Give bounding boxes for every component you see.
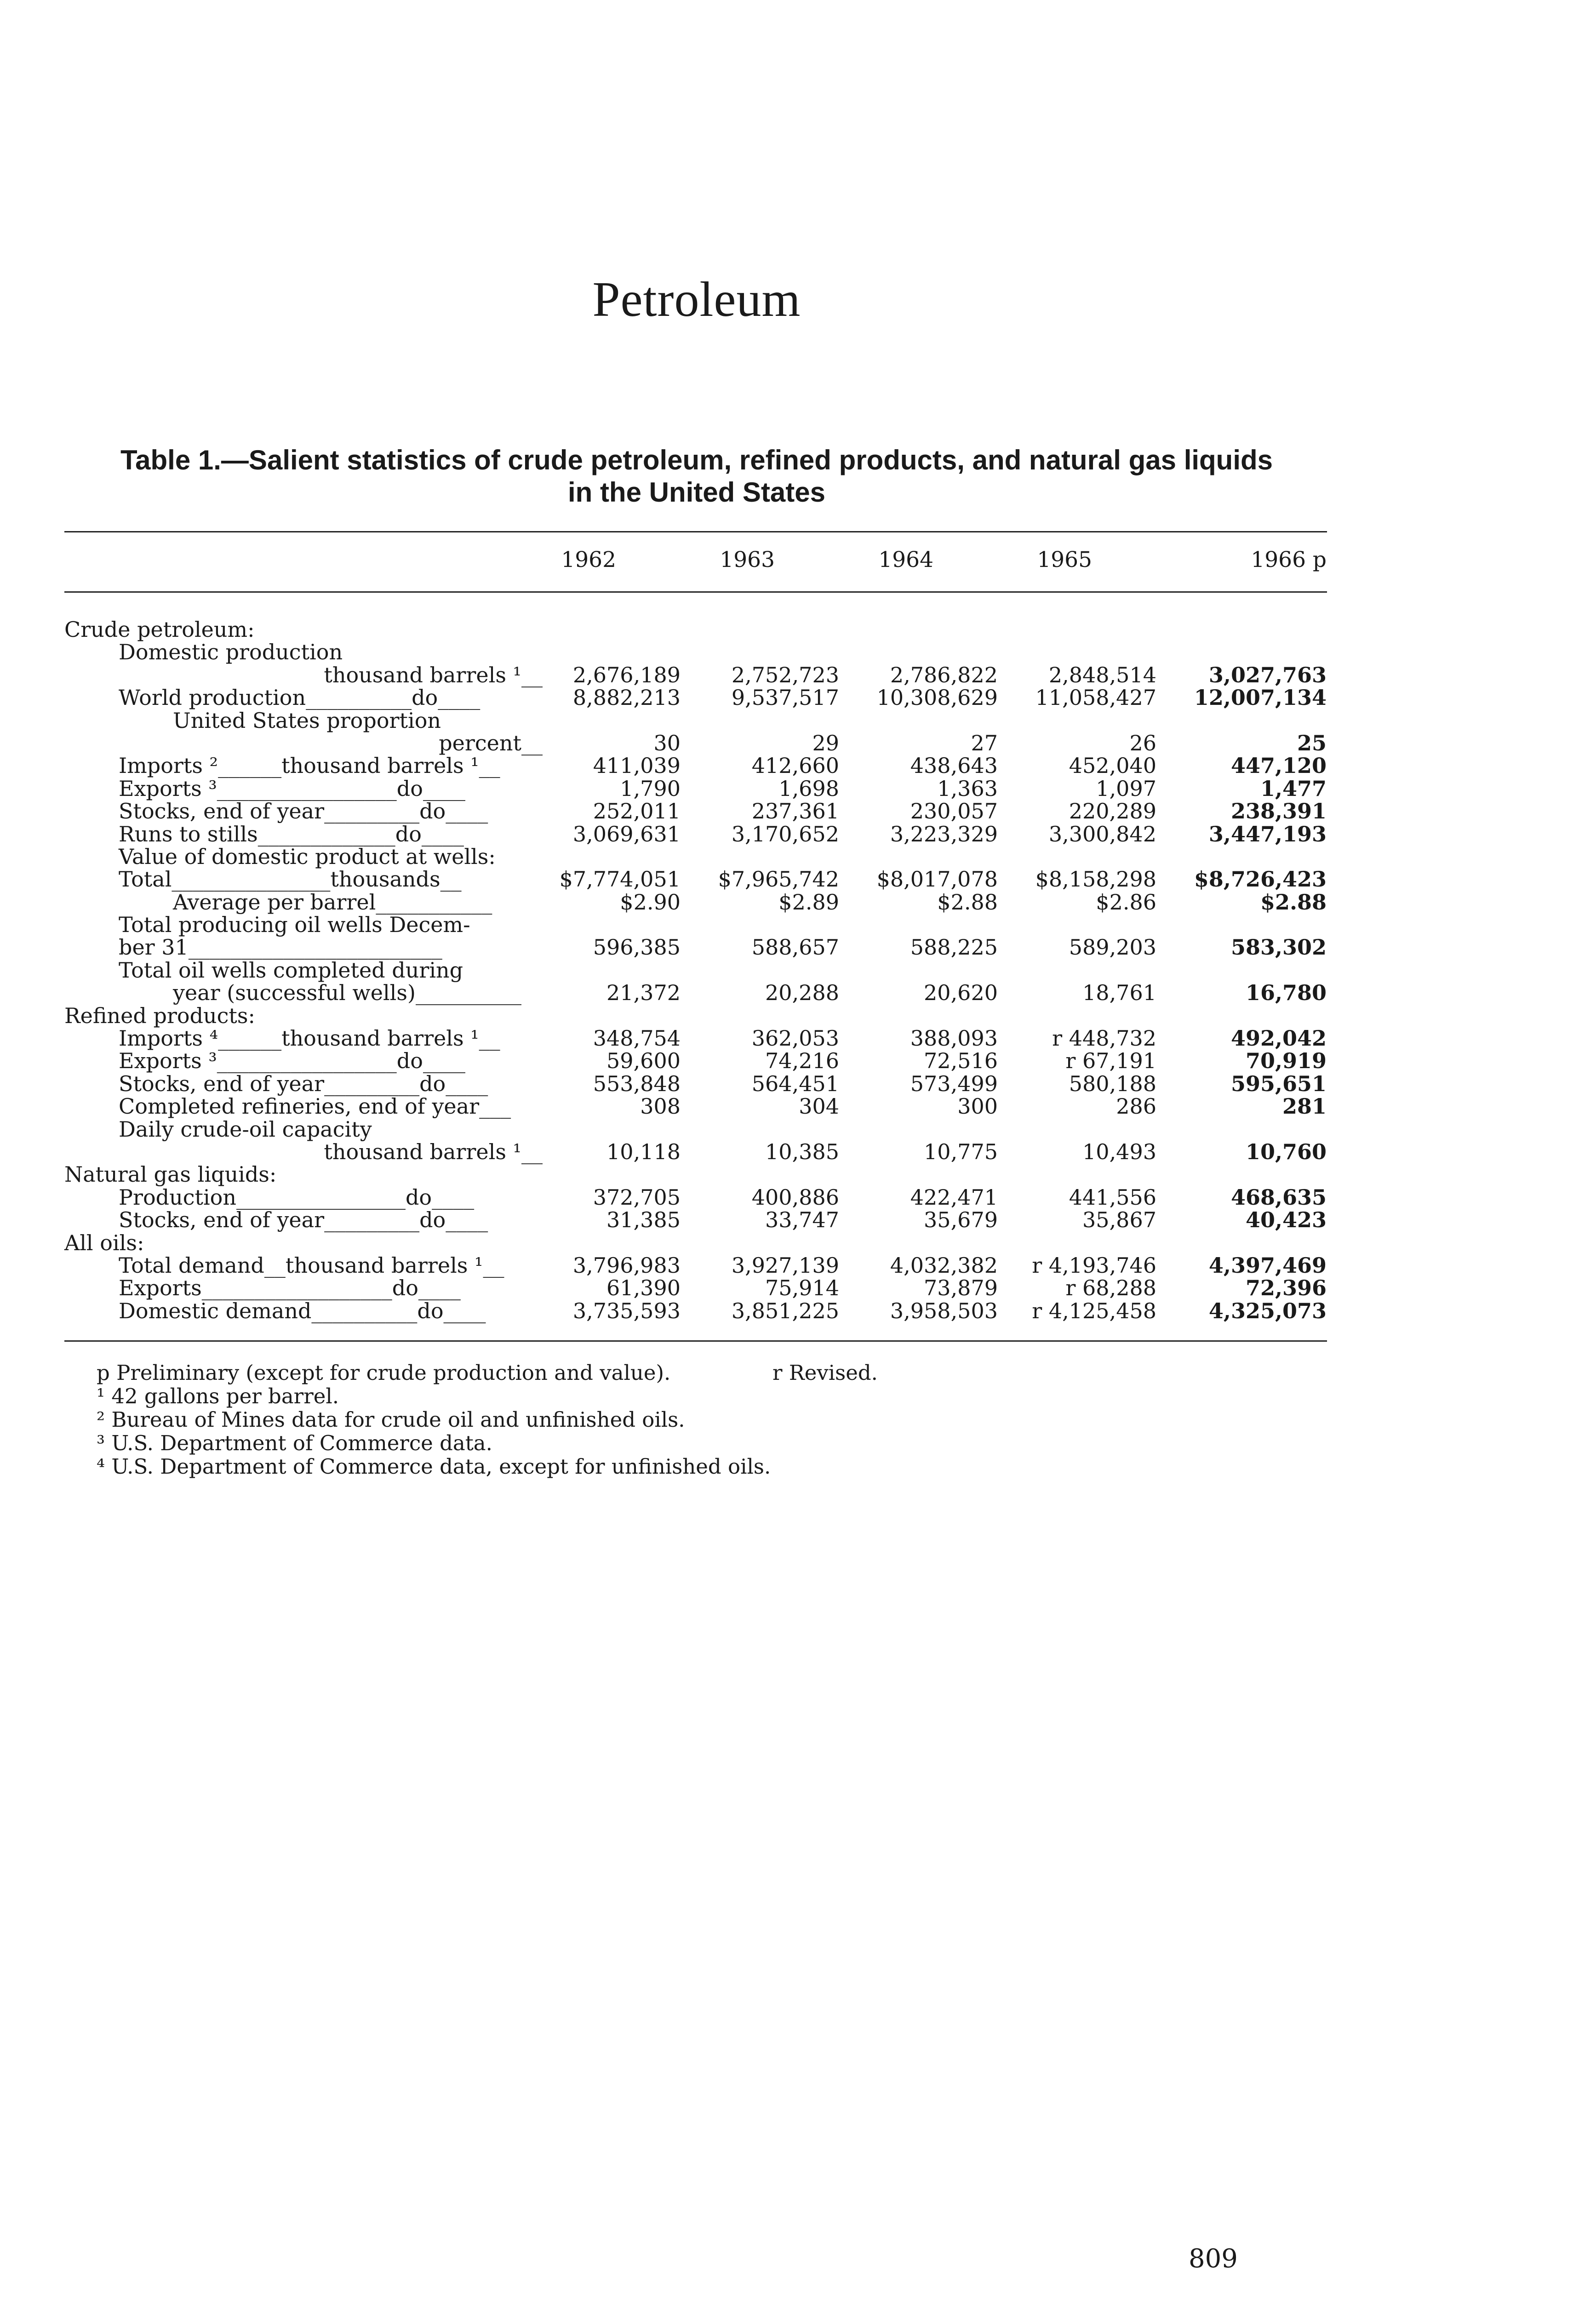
cell-1966: 1,477	[1260, 776, 1327, 801]
cell-1965: r 68,288	[1065, 1275, 1156, 1301]
cell-1962: 1,790	[620, 776, 681, 801]
cell-1963: 237,361	[751, 799, 839, 824]
row-label: United States proportion	[173, 708, 441, 733]
cell-1966: 70,919	[1245, 1048, 1327, 1074]
cell-1964: 388,093	[910, 1026, 998, 1051]
cell-1962: 21,372	[606, 980, 681, 1006]
cell-1966: 447,120	[1230, 753, 1327, 778]
cell-1962: 596,385	[593, 935, 681, 960]
cell-1966: 238,391	[1230, 799, 1327, 824]
table-section-label	[64, 641, 1327, 663]
table-header-rule	[64, 591, 1327, 593]
cell-1962: $7,774,051	[559, 867, 681, 892]
row-label: Daily crude-oil capacity	[119, 1116, 372, 1142]
table-top-rule	[64, 531, 1327, 532]
table-row	[64, 1254, 1327, 1277]
cell-1965: 452,040	[1069, 753, 1156, 778]
row-label: Crude petroleum:	[64, 617, 255, 642]
cell-1964: 300	[957, 1094, 998, 1119]
footnotes	[97, 1361, 878, 1479]
column-header-1962: 1962	[561, 547, 616, 572]
table-section-label	[64, 846, 1327, 868]
cell-1965: $2.86	[1096, 889, 1156, 915]
row-label: Runs to stills_____________do____	[119, 821, 464, 846]
row-label: Exports ³_________________do____	[119, 776, 465, 801]
page-number: 809	[1189, 2244, 1238, 2274]
cell-1963: 10,385	[765, 1139, 839, 1164]
cell-1966: 595,651	[1230, 1071, 1327, 1096]
row-label: Imports ⁴______thousand barrels ¹__	[119, 1026, 500, 1051]
cell-1964: 573,499	[910, 1071, 998, 1096]
footnote-2: ² Bureau of Mines data for crude oil and unfinished oils.	[97, 1407, 685, 1432]
table-row	[64, 936, 1327, 959]
table-caption-line-1: Table 1.—Salient statistics of crude petroleum, refined products, and natural gas liquids	[120, 445, 1273, 475]
cell-1962: 3,069,631	[572, 821, 681, 846]
column-header-1963: 1963	[720, 547, 775, 572]
cell-1964: 27	[971, 730, 998, 755]
cell-1963: 3,851,225	[731, 1298, 839, 1323]
table-row	[64, 1141, 1327, 1163]
cell-1962: 3,796,983	[572, 1252, 681, 1278]
row-label: Stocks, end of year_________do____	[119, 1071, 488, 1096]
cell-1963: $7,965,742	[718, 867, 839, 892]
row-label: Total producing oil wells Decem-	[119, 912, 470, 938]
cell-1966: 4,325,073	[1208, 1298, 1327, 1323]
table-row	[64, 982, 1327, 1004]
table-row	[64, 868, 1327, 891]
cell-1963: 74,216	[765, 1048, 839, 1074]
cell-1964: 35,679	[924, 1207, 998, 1233]
cell-1963: 412,660	[751, 753, 839, 778]
row-label: Exports__________________do____	[119, 1275, 461, 1301]
cell-1965: 589,203	[1069, 935, 1156, 960]
table-row	[64, 1186, 1327, 1209]
cell-1964: 588,225	[910, 935, 998, 960]
cell-1962: 10,118	[606, 1139, 681, 1164]
cell-1965: 580,188	[1069, 1071, 1156, 1096]
cell-1962: 553,848	[593, 1071, 681, 1096]
cell-1964: 72,516	[924, 1048, 998, 1074]
cell-1962: 8,882,213	[572, 685, 681, 710]
cell-1962: 372,705	[593, 1184, 681, 1210]
row-label: Natural gas liquids:	[64, 1162, 277, 1187]
cell-1966: 4,397,469	[1208, 1252, 1327, 1278]
cell-1963: 362,053	[751, 1026, 839, 1051]
cell-1965: 441,556	[1069, 1184, 1156, 1210]
row-label: All oils:	[64, 1230, 144, 1255]
cell-1962: 30	[653, 730, 681, 755]
cell-1962: 308	[640, 1094, 681, 1119]
page-title: Petroleum	[592, 272, 801, 327]
cell-1964: 422,471	[910, 1184, 998, 1210]
table-caption-line-2: in the United States	[567, 477, 826, 508]
footnote-1: ¹ 42 gallons per barrel.	[97, 1384, 339, 1408]
cell-1964: $2.88	[937, 889, 998, 915]
cell-1965: 11,058,427	[1035, 685, 1156, 710]
cell-1963: 588,657	[751, 935, 839, 960]
cell-1965: 3,300,842	[1048, 821, 1156, 846]
row-label: Refined products:	[64, 1003, 256, 1028]
row-label: Total_______________thousands__	[119, 867, 462, 892]
cell-1962: 59,600	[606, 1048, 681, 1074]
row-label: Production________________do____	[119, 1184, 475, 1210]
cell-1966: 40,423	[1245, 1207, 1327, 1233]
cell-1966: 16,780	[1245, 980, 1327, 1006]
cell-1966: 583,302	[1230, 935, 1327, 960]
cell-1966: $8,726,423	[1194, 867, 1327, 892]
cell-1964: 10,308,629	[876, 685, 998, 710]
table-row	[64, 823, 1327, 846]
column-header-1965: 1965	[1037, 547, 1092, 572]
table-section-label	[64, 1118, 1327, 1141]
cell-1963: 20,288	[765, 980, 839, 1006]
row-label: Total demand__thousand barrels ¹__	[119, 1252, 504, 1278]
row-label: ber 31________________________	[119, 935, 442, 960]
cell-1962: 2,676,189	[572, 662, 681, 687]
cell-1962: 411,039	[593, 753, 681, 778]
footnote-4: ⁴ U.S. Department of Commerce data, except for unfinished oils.	[97, 1454, 771, 1479]
footnote-preliminary: p Preliminary (except for crude production and value).	[97, 1361, 671, 1385]
cell-1966: 12,007,134	[1194, 685, 1327, 710]
row-label: Total oil wells completed during	[119, 957, 463, 983]
table-row	[64, 1277, 1327, 1299]
cell-1962: $2.90	[620, 889, 681, 915]
table-row	[64, 891, 1327, 914]
table-section-label	[64, 709, 1327, 732]
cell-1964: 73,879	[924, 1275, 998, 1301]
table-row	[64, 664, 1327, 686]
table-section-label	[64, 1163, 1327, 1186]
row-label: Imports ²______thousand barrels ¹__	[119, 753, 500, 778]
cell-1965: r 4,125,458	[1032, 1298, 1156, 1323]
table-row	[64, 1300, 1327, 1322]
cell-1962: 3,735,593	[572, 1298, 681, 1323]
cell-1965: r 4,193,746	[1032, 1252, 1156, 1278]
table-row	[64, 732, 1327, 755]
cell-1966: 10,760	[1245, 1139, 1327, 1164]
table-section-label	[64, 914, 1327, 936]
table-caption	[0, 444, 1393, 509]
table-row	[64, 1050, 1327, 1072]
row-label: Stocks, end of year_________do____	[119, 1207, 488, 1233]
table-row	[64, 1095, 1327, 1118]
cell-1964: 3,223,329	[890, 821, 998, 846]
cell-1962: 31,385	[606, 1207, 681, 1233]
cell-1964: 1,363	[937, 776, 998, 801]
table-section-label	[64, 959, 1327, 982]
table-row	[64, 1209, 1327, 1231]
cell-1964: 10,775	[924, 1139, 998, 1164]
cell-1963: 2,752,723	[731, 662, 839, 687]
cell-1965: $8,158,298	[1035, 867, 1156, 892]
cell-1962: 61,390	[606, 1275, 681, 1301]
cell-1962: 252,011	[593, 799, 681, 824]
table-row	[64, 800, 1327, 823]
table-section-label	[64, 1232, 1327, 1254]
cell-1963: 1,698	[778, 776, 839, 801]
cell-1964: 2,786,822	[890, 662, 998, 687]
row-label: thousand barrels ¹__	[324, 662, 543, 687]
cell-1966: 281	[1282, 1094, 1327, 1119]
cell-1963: 9,537,517	[731, 685, 839, 710]
cell-1965: 35,867	[1082, 1207, 1156, 1233]
row-label: Domestic demand__________do____	[119, 1298, 486, 1323]
cell-1963: $2.89	[778, 889, 839, 915]
cell-1963: 33,747	[765, 1207, 839, 1233]
cell-1963: 75,914	[765, 1275, 839, 1301]
row-label: Domestic production	[119, 640, 343, 665]
cell-1966: 25	[1297, 730, 1327, 755]
cell-1966: $2.88	[1260, 889, 1327, 915]
row-label: thousand barrels ¹__	[324, 1139, 543, 1164]
cell-1963: 3,927,139	[731, 1252, 839, 1278]
cell-1966: 72,396	[1245, 1275, 1327, 1301]
cell-1965: 26	[1129, 730, 1156, 755]
cell-1964: 20,620	[924, 980, 998, 1006]
cell-1965: 10,493	[1082, 1139, 1156, 1164]
cell-1966: 3,027,763	[1208, 662, 1327, 687]
row-label: World production__________do____	[119, 685, 481, 710]
table-row	[64, 686, 1327, 709]
cell-1963: 3,170,652	[731, 821, 839, 846]
table-section-label	[64, 618, 1327, 641]
footnote-revised: r Revised.	[772, 1361, 878, 1385]
cell-1963: 564,451	[751, 1071, 839, 1096]
row-label: year (successful wells)__________	[173, 980, 521, 1006]
cell-1966: 3,447,193	[1208, 821, 1327, 846]
column-header-1964: 1964	[878, 547, 933, 572]
row-label: percent__	[439, 730, 543, 755]
row-label: Stocks, end of year_________do____	[119, 799, 488, 824]
cell-1964: 4,032,382	[890, 1252, 998, 1278]
cell-1965: 18,761	[1082, 980, 1156, 1006]
cell-1966: 492,042	[1230, 1026, 1327, 1051]
row-label: Completed refineries, end of year___	[119, 1094, 511, 1119]
cell-1965: r 448,732	[1052, 1026, 1156, 1051]
cell-1962: 348,754	[593, 1026, 681, 1051]
row-label: Average per barrel___________	[173, 889, 492, 915]
table-row	[64, 1073, 1327, 1095]
cell-1965: 2,848,514	[1048, 662, 1156, 687]
table-row	[64, 778, 1327, 800]
cell-1963: 400,886	[751, 1184, 839, 1210]
footnote-3: ³ U.S. Department of Commerce data.	[97, 1431, 492, 1455]
cell-1964: $8,017,078	[876, 867, 998, 892]
table-bottom-rule	[64, 1340, 1327, 1342]
cell-1964: 230,057	[910, 799, 998, 824]
cell-1966: 468,635	[1230, 1184, 1327, 1210]
cell-1963: 29	[812, 730, 839, 755]
cell-1965: r 67,191	[1065, 1048, 1156, 1074]
cell-1963: 304	[799, 1094, 839, 1119]
cell-1965: 220,289	[1069, 799, 1156, 824]
row-label: Exports ³_________________do____	[119, 1048, 465, 1074]
table-section-label	[64, 1005, 1327, 1027]
table-body	[64, 618, 1327, 1322]
row-label: Value of domestic product at wells:	[119, 844, 496, 869]
cell-1964: 3,958,503	[890, 1298, 998, 1323]
cell-1965: 1,097	[1096, 776, 1156, 801]
table-row	[64, 1027, 1327, 1050]
cell-1964: 438,643	[910, 753, 998, 778]
cell-1965: 286	[1116, 1094, 1156, 1119]
table-row	[64, 755, 1327, 777]
footnote-preliminary-line	[97, 1361, 878, 1385]
column-header-1966: 1966 p	[1251, 547, 1327, 572]
